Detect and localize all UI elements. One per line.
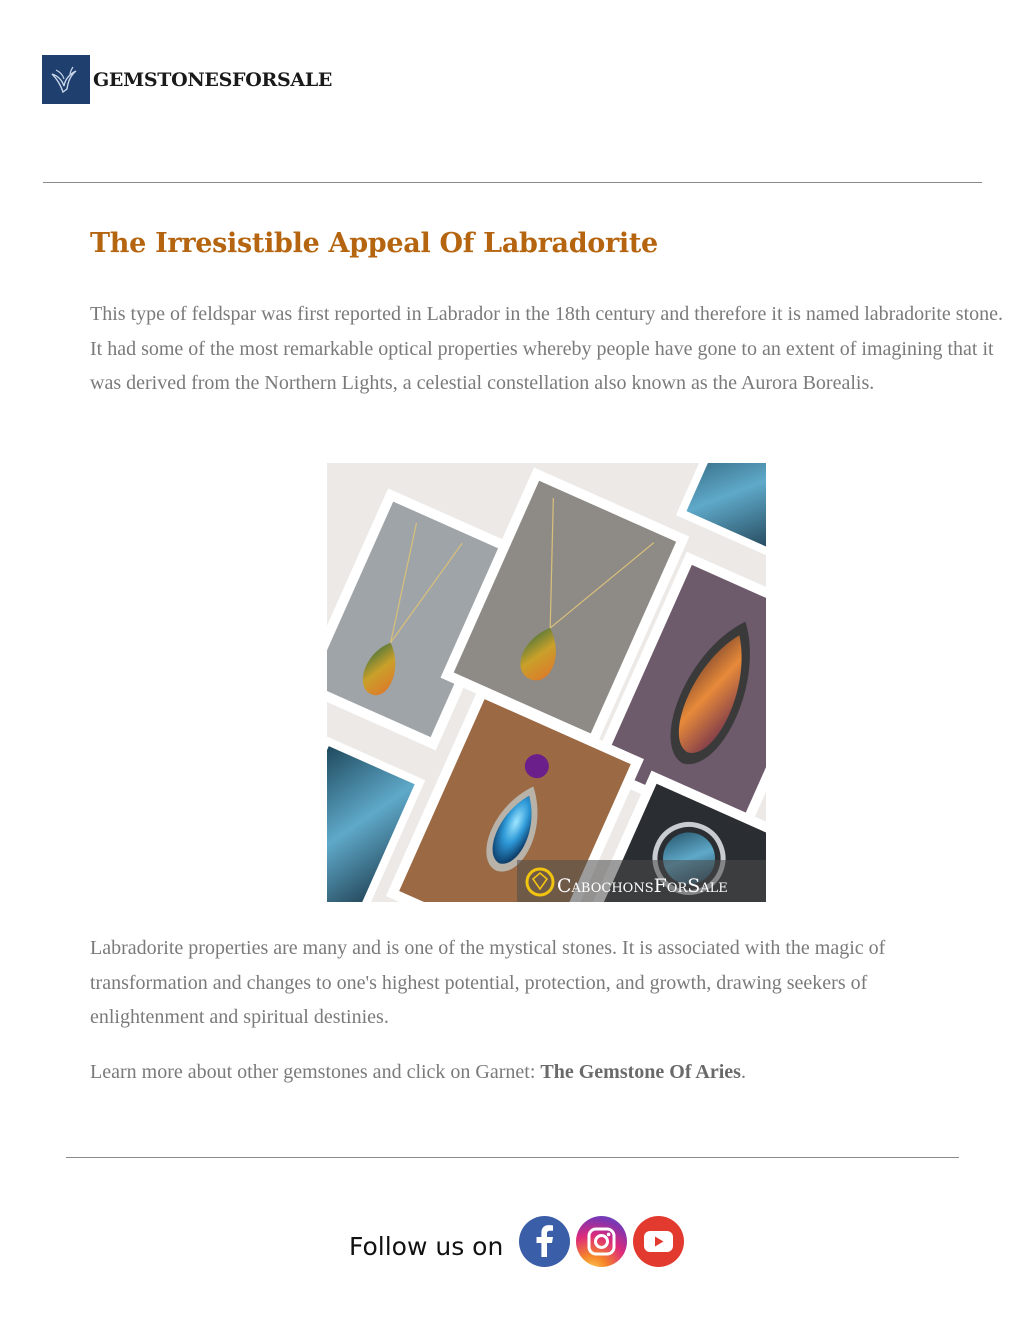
- header-divider: [43, 182, 982, 183]
- garnet-article-link[interactable]: The Gemstone Of Aries: [540, 1061, 741, 1083]
- youtube-icon[interactable]: [633, 1216, 684, 1267]
- facebook-icon[interactable]: [519, 1216, 570, 1267]
- follow-label: Follow us on: [349, 1232, 504, 1261]
- social-follow-bar: [349, 1216, 690, 1267]
- labradorite-jewelry-collage: [327, 463, 766, 902]
- intro-paragraph: This type of feldspar was first reported in Labrador in the 18th century and therefore it is named labradorite stone. It had some of the most remarkable optical properties whereby people have gone to an extent of imagining that it was derived from the Northern Lights, a celestial constellation also known as the Aurora Borealis.: [90, 303, 1004, 394]
- logo-text: GEMSTONESFORSALE: [93, 68, 333, 91]
- collage-watermark: CabochonsForSale: [557, 875, 728, 897]
- learn-more-suffix: .: [740, 1061, 746, 1083]
- learn-more-prefix: Learn more about other gemstones and click on Garnet:: [90, 1061, 541, 1083]
- instagram-icon[interactable]: [576, 1216, 627, 1267]
- bird-logo-icon: [42, 55, 90, 104]
- learn-more-paragraph: [90, 1055, 970, 1090]
- site-logo[interactable]: [42, 55, 332, 104]
- properties-paragraph: Labradorite properties are many and is one of the mystical stones. It is associated with the magic of transformation and changes to one's highest potential, protection, and growth, drawing seekers of enlightenment and spiritual destinies.: [90, 937, 886, 1028]
- article-title: The Irresistible Appeal Of Labradorite: [90, 228, 658, 259]
- footer-divider: [66, 1157, 959, 1158]
